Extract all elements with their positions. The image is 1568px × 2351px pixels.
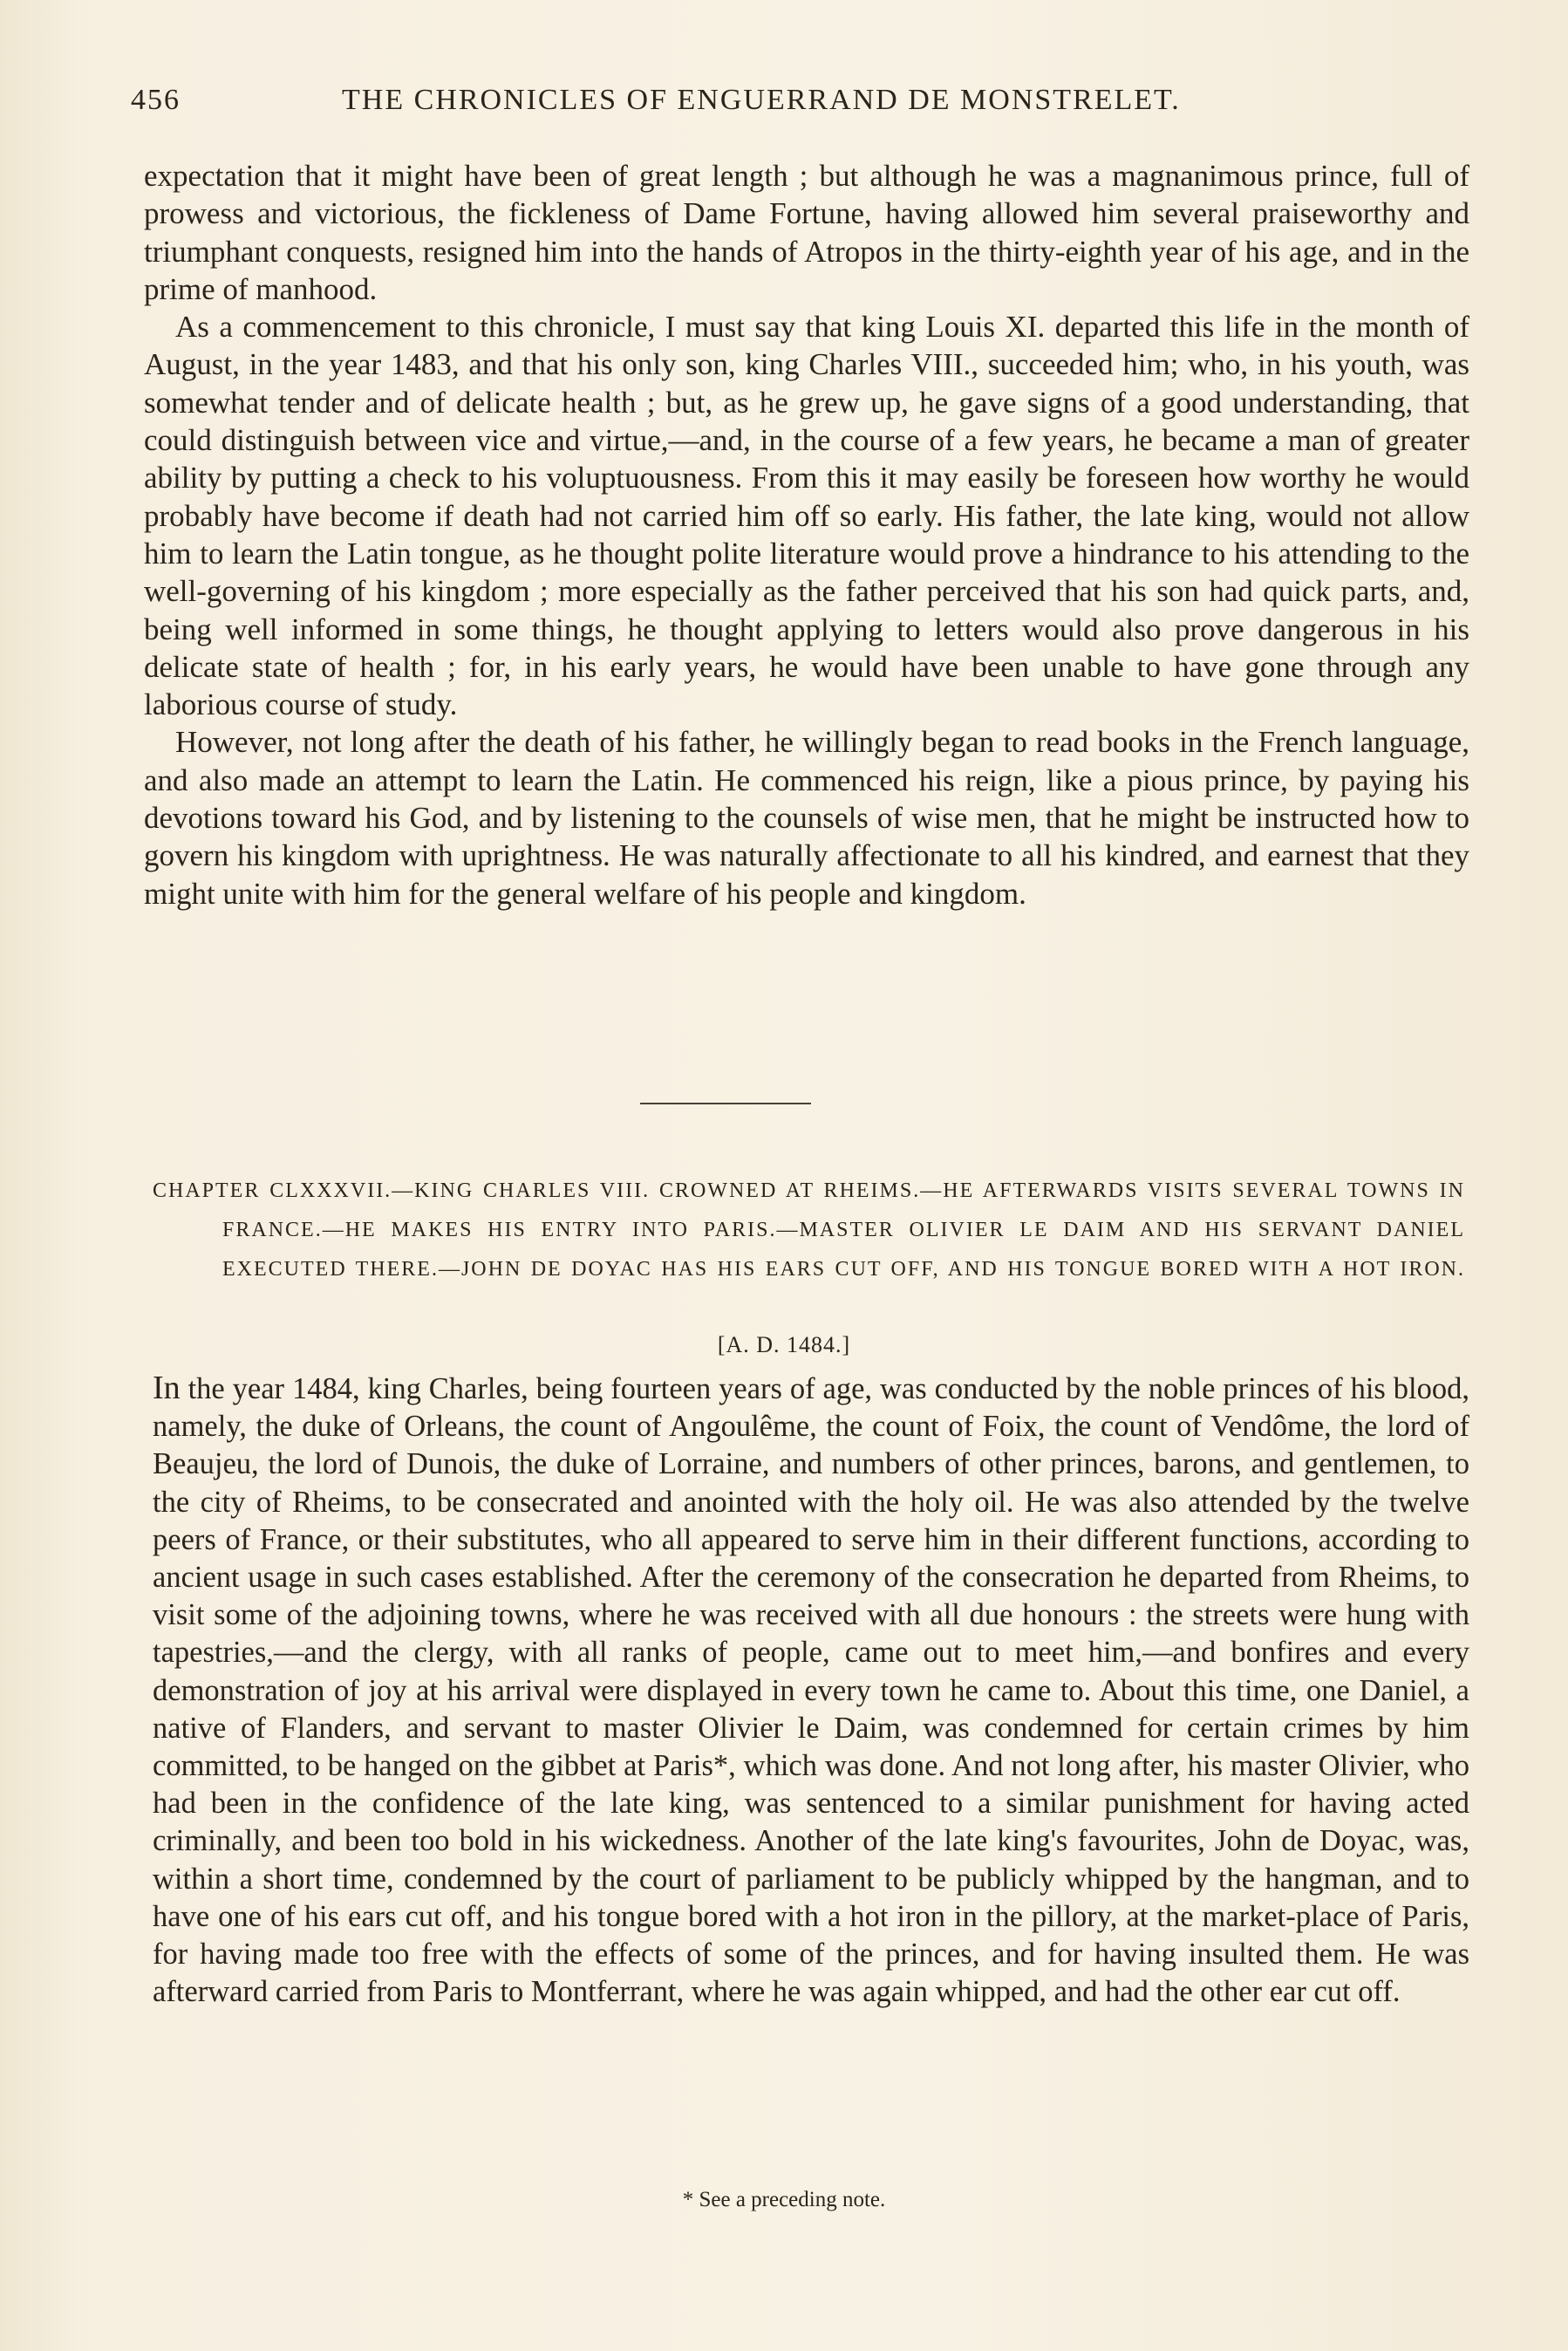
chapter-paragraph	[153, 1370, 1469, 2011]
chapter-heading: CHAPTER CLXXXVII.—KING CHARLES VIII. CROWNED AT RHEIMS.—HE AFTERWARDS VISITS SEVERAL TOWNS IN FRANCE.—HE MAKES HIS ENTRY INTO PARIS.—MASTER OLIVIER LE DAIM AND HIS SERVANT DANIEL EXECUTED THERE.—JOHN DE DOYAC HAS HIS EARS CUT OFF, AND HIS TONGUE BORED WITH A HOT IRON.	[153, 1179, 1465, 1281]
paragraph: As a commencement to this chronicle, I must say that king Louis XI. departed this life in the month of August, in the year 1483, and that his only son, king Charles VIII., succeeded him; who, in his youth, was somewhat tender and of delicate health ; but, as he grew up, he gave signs of a good understanding, that could distinguish between vice and virtue,—and, in the course of a few years, he became a man of greater ability by putting a check to his voluptuousness. From this it may easily be foreseen how worthy he would probably have become if death had not carried him off so early. His father, the late king, would not allow him to learn the Latin tongue, as he thought polite literature would prove a hindrance to his attending to the well-governing of his kingdom ; more especially as the father perceived that his son had quick parts, and, being well informed in some things, he thought applying to letters would also prove dangerous in his delicate state of health ; for, in his early years, he would have been unable to have gone through any laborious course of study.	[144, 310, 1469, 722]
running-title: THE CHRONICLES OF ENGUERRAND DE MONSTRELET.	[342, 84, 1181, 116]
section-divider	[640, 1103, 811, 1104]
footnote: * See a preceding note.	[682, 2188, 886, 2211]
page-number: 456	[131, 84, 181, 116]
chapter-date: [A. D. 1484.]	[717, 1332, 851, 1357]
running-head	[131, 84, 1474, 127]
chapter-text	[153, 1370, 1469, 2011]
opening-word: In	[153, 1370, 181, 1406]
chapter-body: the year 1484, king Charles, being fourteen years of age, was conducted by the noble princes of his blood, namely, the duke of Orleans, the count of Angoulême, the count of Foix, the count of Vendôme, the lord of Beaujeu, the lord of Dunois, the duke of Lorraine, and numbers of other princes, barons, and gentlemen, to the city of Rheims, to be consecrated and anointed with the holy oil. He was also attended by the twelve peers of France, or their substitutes, who all appeared to serve him in their different functions, according to ancient usage in such cases established. After the ceremony of the consecration he departed from Rheims, to visit some of the adjoining towns, where he was received with all due honours : the streets were hung with tapestries,—and the clergy, with all ranks of people, came out to meet him,—and bonfires and every demonstration of joy at his arrival were displayed in every town he came to. About this time, one Daniel, a native of Flanders, and servant to master Olivier le Daim, was condemned for certain crimes by him committed, to be hanged on the gibbet at Paris*, which was done. And not long after, his master Olivier, who had been in the confidence of the late king, was sentenced to a similar punishment for having acted criminally, and been too bold in his wickedness. Another of the late king's favourites, John de Doyac, was, within a short time, condemned by the court of parliament to be publicly whipped by the hangman, and to have one of his ears cut off, and his tongue bored with a hot iron in the pillory, at the market-place of Paris, for having made too free with the effects of some of the princes, and for having insulted them. He was afterward carried from Paris to Montferrant, where he was again whipped, and had the other ear cut off.	[153, 1372, 1469, 2009]
paragraph: However, not long after the death of his father, he willingly began to read books in the French language, and also made an attempt to learn the Latin. He commenced his reign, like a pious prince, by paying his devotions toward his God, and by listening to the counsels of wise men, that he might be instructed how to govern his kingdom with uprightness. He was naturally affectionate to all his kindred, and earnest that they might unite with him for the general welfare of his people and kingdom.	[144, 725, 1469, 911]
preceding-text	[144, 157, 1469, 912]
paragraph: expectation that it might have been of great length ; but although he was a magnanimous prince, full of prowess and victorious, the fickleness of Dame Fortune, having allowed him several praiseworthy and triumphant conquests, resigned him into the hands of Atropos in the thirty-eighth year of his age, and in the prime of manhood.	[144, 159, 1469, 306]
